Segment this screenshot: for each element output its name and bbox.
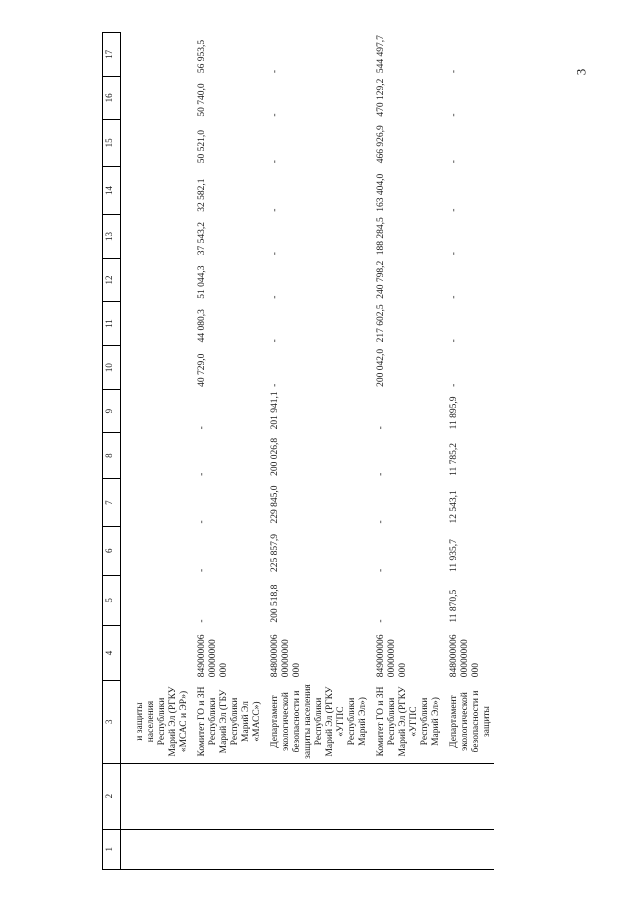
value-cell: - bbox=[376, 472, 386, 476]
value-cell bbox=[121, 345, 192, 390]
column-header: 17 bbox=[103, 33, 121, 77]
value-cell: 225 857,9 bbox=[270, 534, 280, 573]
code-cell bbox=[121, 626, 192, 681]
column-header: 7 bbox=[103, 479, 121, 527]
column-header: 3 bbox=[103, 680, 121, 763]
column-header: 4 bbox=[103, 626, 121, 681]
value-cell: - bbox=[197, 568, 207, 573]
organization-cell: Департамент экологической безопасности и защиты населения Республики Марий Эл (РГКУ «УГПС Республики Марий Эл») bbox=[270, 684, 368, 759]
value-cell bbox=[121, 215, 192, 259]
value-cell: - bbox=[270, 339, 280, 343]
value-cell: - bbox=[197, 520, 207, 524]
page-number: 3 bbox=[573, 68, 589, 76]
value-cell bbox=[121, 258, 192, 302]
organization-cell: Комитет ГО и ЗН Республики Марий Эл (РГКУ «УГПС Республики Марий Эл») bbox=[376, 686, 441, 757]
column-header: 12 bbox=[103, 258, 121, 302]
organization-cell: Комитет ГО и ЗН Республики Марий Эл (ГБУ Республики Марий Эл «МАСС») bbox=[197, 686, 262, 757]
value-cell: 188 284,5 bbox=[376, 217, 386, 256]
value-cell: - bbox=[270, 113, 280, 117]
column-header: 13 bbox=[103, 215, 121, 259]
value-cell: - bbox=[376, 568, 386, 573]
value-cell: - bbox=[376, 619, 386, 623]
code-cell: 848000006 00000000 000 bbox=[449, 634, 481, 678]
value-cell bbox=[121, 479, 192, 527]
code-cell: 849000006 00000000 000 bbox=[376, 634, 408, 678]
column-header: 10 bbox=[103, 345, 121, 390]
column-header: 15 bbox=[103, 120, 121, 167]
value-cell: - bbox=[270, 383, 280, 387]
value-cell bbox=[121, 526, 192, 575]
table-row bbox=[191, 33, 264, 870]
code-cell: 849000006 00000000 000 bbox=[197, 634, 229, 678]
column-header: 14 bbox=[103, 166, 121, 215]
value-cell: 470 129,2 bbox=[376, 78, 386, 117]
value-cell: 229 845,0 bbox=[270, 485, 280, 524]
value-cell: 44 080,3 bbox=[197, 309, 207, 343]
value-cell: - bbox=[270, 69, 280, 74]
value-cell bbox=[121, 166, 192, 215]
column-number-row bbox=[103, 33, 121, 870]
value-cell: - bbox=[197, 619, 207, 623]
value-cell: - bbox=[449, 69, 459, 74]
column-header: 8 bbox=[103, 432, 121, 479]
value-cell: - bbox=[449, 339, 459, 343]
value-cell: 11 785,2 bbox=[449, 442, 459, 476]
value-cell: - bbox=[270, 208, 280, 212]
value-cell: 217 602,5 bbox=[376, 304, 386, 343]
value-cell: 200 518,8 bbox=[270, 584, 280, 623]
value-cell: 40 729,0 bbox=[197, 353, 207, 387]
value-cell: - bbox=[197, 472, 207, 476]
table-row bbox=[443, 33, 494, 870]
value-cell: 32 582,1 bbox=[197, 178, 207, 212]
value-cell: 50 521,0 bbox=[197, 129, 207, 164]
value-cell bbox=[121, 33, 192, 77]
value-cell: 200 026,8 bbox=[270, 437, 280, 476]
column-header: 11 bbox=[103, 302, 121, 346]
value-cell: - bbox=[376, 520, 386, 524]
value-cell: 11 870,5 bbox=[449, 589, 459, 623]
organization-cell: и защиты населения Республики Марий Эл (РГКУ «МСАС и ЭР») bbox=[135, 686, 189, 757]
column-header: 2 bbox=[103, 763, 121, 829]
value-cell: - bbox=[449, 208, 459, 212]
value-cell: 240 798,2 bbox=[376, 260, 386, 299]
value-cell: - bbox=[449, 252, 459, 256]
value-cell bbox=[121, 76, 192, 120]
value-cell: 200 042,0 bbox=[376, 348, 386, 387]
table-row bbox=[264, 33, 370, 870]
value-cell: 51 044,3 bbox=[197, 265, 207, 299]
value-cell: - bbox=[449, 113, 459, 117]
value-cell: 466 926,9 bbox=[376, 125, 386, 164]
value-cell: - bbox=[449, 383, 459, 387]
table-row bbox=[121, 33, 192, 870]
column-header: 6 bbox=[103, 526, 121, 575]
rotated-table-container bbox=[102, 32, 562, 870]
value-cell: - bbox=[197, 426, 207, 430]
value-cell: 37 543,2 bbox=[197, 222, 207, 256]
organization-cell: Департамент экологической безопасности и защиты bbox=[449, 690, 492, 753]
value-cell: - bbox=[270, 160, 280, 164]
value-cell: 201 941,1 bbox=[270, 391, 280, 430]
value-cell bbox=[121, 432, 192, 479]
value-cell: - bbox=[449, 295, 459, 299]
budget-table bbox=[102, 32, 494, 870]
table-row bbox=[370, 33, 443, 870]
value-cell bbox=[121, 575, 192, 626]
value-cell: - bbox=[270, 295, 280, 299]
value-cell: 544 497,7 bbox=[376, 35, 386, 74]
column-header: 9 bbox=[103, 390, 121, 433]
value-cell bbox=[121, 390, 192, 433]
value-cell: 12 543,1 bbox=[449, 490, 459, 524]
value-cell: 11 895,9 bbox=[449, 396, 459, 430]
value-cell bbox=[121, 120, 192, 167]
column-header: 16 bbox=[103, 76, 121, 120]
value-cell: - bbox=[270, 252, 280, 256]
value-cell: - bbox=[449, 160, 459, 164]
value-cell bbox=[121, 302, 192, 346]
value-cell: 11 935,7 bbox=[449, 539, 459, 573]
column-header: 1 bbox=[103, 829, 121, 869]
value-cell: - bbox=[376, 426, 386, 430]
value-cell: 163 404,0 bbox=[376, 173, 386, 212]
value-cell: 56 953,5 bbox=[197, 39, 207, 74]
value-cell: 50 740,0 bbox=[197, 83, 207, 117]
column-header: 5 bbox=[103, 575, 121, 626]
code-cell: 848000006 00000000 000 bbox=[270, 634, 302, 678]
